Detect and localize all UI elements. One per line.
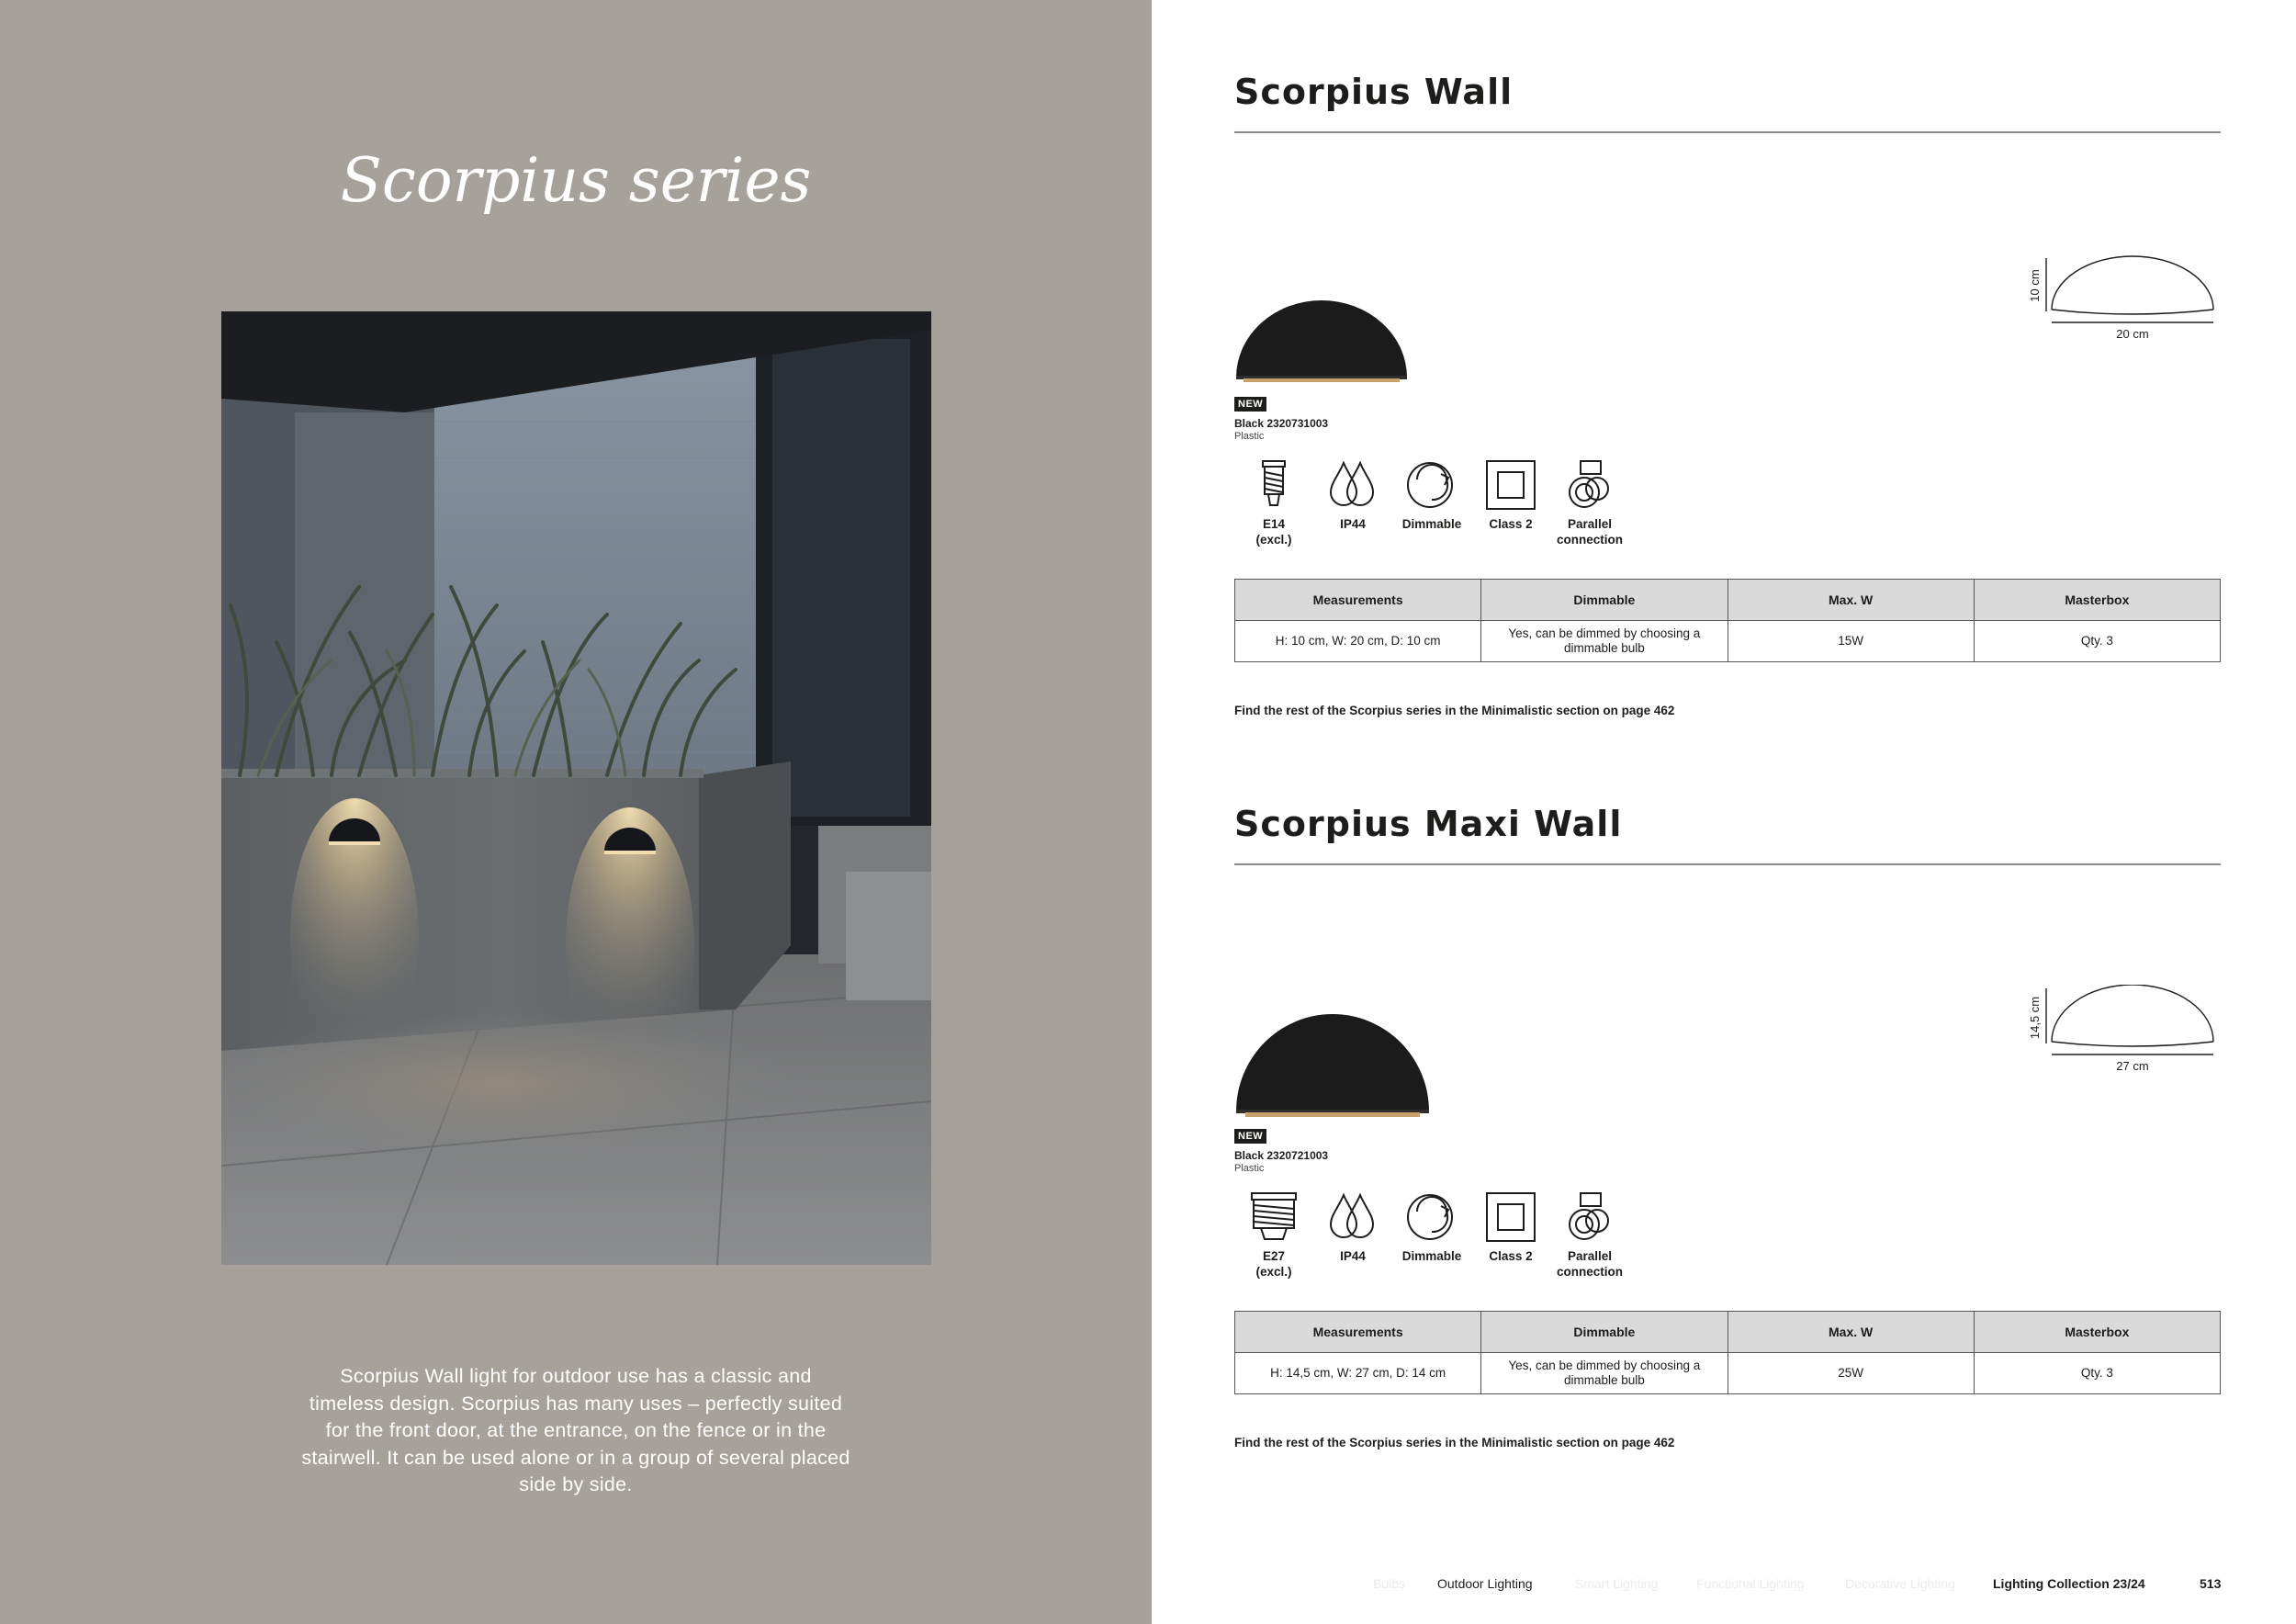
table-cell: Qty. 3 bbox=[1974, 1353, 2220, 1394]
ip44-icon bbox=[1325, 457, 1380, 513]
table-cell: Yes, can be dimmed by choosing a dimmable bulb bbox=[1481, 621, 1728, 662]
feature-e14 bbox=[1234, 457, 1313, 547]
feature-ip44 bbox=[1313, 457, 1392, 547]
class-2-icon bbox=[1483, 457, 1538, 513]
footer-nav-bulbs[interactable]: Bulbs bbox=[1373, 1576, 1406, 1591]
table-header: Masterbox bbox=[1974, 580, 2220, 621]
lamp-product-image bbox=[1234, 297, 1409, 385]
product-title: Scorpius Maxi Wall bbox=[1234, 804, 1623, 844]
table-row bbox=[1235, 621, 2221, 662]
dimension-drawing bbox=[2019, 985, 2221, 1077]
feature-icons bbox=[1234, 457, 1629, 547]
table-header-row bbox=[1235, 580, 2221, 621]
table-cell: 25W bbox=[1728, 1353, 1974, 1394]
new-badge: NEW bbox=[1234, 1129, 1266, 1144]
icon-label: Parallel connection bbox=[1556, 1249, 1623, 1279]
table-header: Masterbox bbox=[1974, 1312, 2220, 1353]
icon-label: Class 2 bbox=[1489, 517, 1533, 531]
feature-dimmable bbox=[1392, 1190, 1471, 1280]
icon-label: Parallel connection bbox=[1556, 517, 1623, 547]
dimension-width: 27 cm bbox=[2116, 1059, 2149, 1073]
table-header: Dimmable bbox=[1481, 1312, 1728, 1353]
icon-label: IP44 bbox=[1340, 1249, 1366, 1263]
feature-class-2 bbox=[1471, 457, 1550, 547]
table-header: Dimmable bbox=[1481, 580, 1728, 621]
product-material: Plastic bbox=[1234, 431, 1265, 442]
dimension-drawing bbox=[2019, 253, 2221, 344]
dimension-width: 20 cm bbox=[2116, 327, 2149, 341]
icon-label: Dimmable bbox=[1401, 1249, 1462, 1263]
table-header: Measurements bbox=[1235, 1312, 1481, 1353]
page-footer bbox=[1373, 1576, 2223, 1596]
table-header-row bbox=[1235, 1312, 2221, 1353]
icon-label: IP44 bbox=[1340, 517, 1366, 531]
title-divider bbox=[1234, 131, 2221, 133]
page-number: 513 bbox=[2200, 1576, 2222, 1591]
table-cell: H: 10 cm, W: 20 cm, D: 10 cm bbox=[1235, 621, 1481, 662]
class-2-icon bbox=[1483, 1190, 1538, 1245]
icon-label: Dimmable bbox=[1401, 517, 1462, 531]
e27-bulb-icon bbox=[1246, 1190, 1301, 1245]
feature-dimmable bbox=[1392, 457, 1471, 547]
product-sku: Black 2320721003 bbox=[1234, 1149, 1329, 1162]
dimmable-icon bbox=[1404, 457, 1459, 513]
footer-nav-functional-lighting[interactable]: Functional Lighting bbox=[1696, 1576, 1805, 1591]
table-cell: 15W bbox=[1728, 621, 1974, 662]
product-section-scorpius-maxi-wall bbox=[1234, 804, 2221, 1449]
dimension-height: 10 cm bbox=[2028, 269, 2042, 302]
footer-nav-smart-lighting[interactable]: Smart Lighting bbox=[1575, 1576, 1659, 1591]
product-title: Scorpius Wall bbox=[1234, 72, 1514, 112]
spec-table bbox=[1234, 579, 2221, 662]
feature-icons bbox=[1234, 1190, 1629, 1280]
spec-table bbox=[1234, 1311, 2221, 1394]
parallel-connection-icon bbox=[1562, 1190, 1617, 1245]
footer-nav-outdoor-lighting[interactable]: Outdoor Lighting bbox=[1437, 1576, 1533, 1591]
product-material: Plastic bbox=[1234, 1163, 1265, 1174]
parallel-connection-icon bbox=[1562, 457, 1617, 513]
dimension-height: 14,5 cm bbox=[2028, 996, 2042, 1040]
feature-parallel-connection bbox=[1550, 1190, 1629, 1280]
feature-class-2 bbox=[1471, 1190, 1550, 1280]
series-title: Scorpius series bbox=[340, 145, 812, 216]
feature-e27 bbox=[1234, 1190, 1313, 1280]
lamp-product-image bbox=[1234, 1010, 1431, 1119]
table-header: Measurements bbox=[1235, 580, 1481, 621]
series-description: Scorpius Wall light for outdoor use has a classic and timeless design. Scorpius has many uses – perfectly suited for the front door, at the entrance, on the fence or in the stairwell. It can be used alone or in a group of several placed side by side. bbox=[301, 1365, 850, 1495]
ip44-icon bbox=[1325, 1190, 1380, 1245]
find-more-note: Find the rest of the Scorpius series in the Minimalistic section on page 462 bbox=[1234, 704, 1675, 717]
table-header: Max. W bbox=[1728, 580, 1974, 621]
table-cell: H: 14,5 cm, W: 27 cm, D: 14 cm bbox=[1235, 1353, 1481, 1394]
find-more-note: Find the rest of the Scorpius series in the Minimalistic section on page 462 bbox=[1234, 1436, 1675, 1449]
dimmable-icon bbox=[1404, 1190, 1459, 1245]
footer-nav-decorative-lighting[interactable]: Decorative Lighting bbox=[1845, 1576, 1955, 1591]
table-row bbox=[1235, 1353, 2221, 1394]
feature-ip44 bbox=[1313, 1190, 1392, 1280]
icon-label: E14 (excl.) bbox=[1255, 517, 1292, 547]
table-header: Max. W bbox=[1728, 1312, 1974, 1353]
new-badge: NEW bbox=[1234, 397, 1266, 412]
e14-bulb-icon bbox=[1248, 457, 1300, 513]
title-divider bbox=[1234, 863, 2221, 865]
icon-label: E27 (excl.) bbox=[1255, 1249, 1292, 1279]
product-sku: Black 2320731003 bbox=[1234, 417, 1329, 430]
icon-label: Class 2 bbox=[1489, 1249, 1533, 1263]
collection-name: Lighting Collection 23/24 bbox=[1993, 1576, 2145, 1591]
table-cell: Yes, can be dimmed by choosing a dimmable bulb bbox=[1481, 1353, 1728, 1394]
lifestyle-photo bbox=[221, 311, 931, 1265]
feature-parallel-connection bbox=[1550, 457, 1629, 547]
product-section-scorpius-wall bbox=[1234, 72, 2221, 717]
table-cell: Qty. 3 bbox=[1974, 621, 2220, 662]
